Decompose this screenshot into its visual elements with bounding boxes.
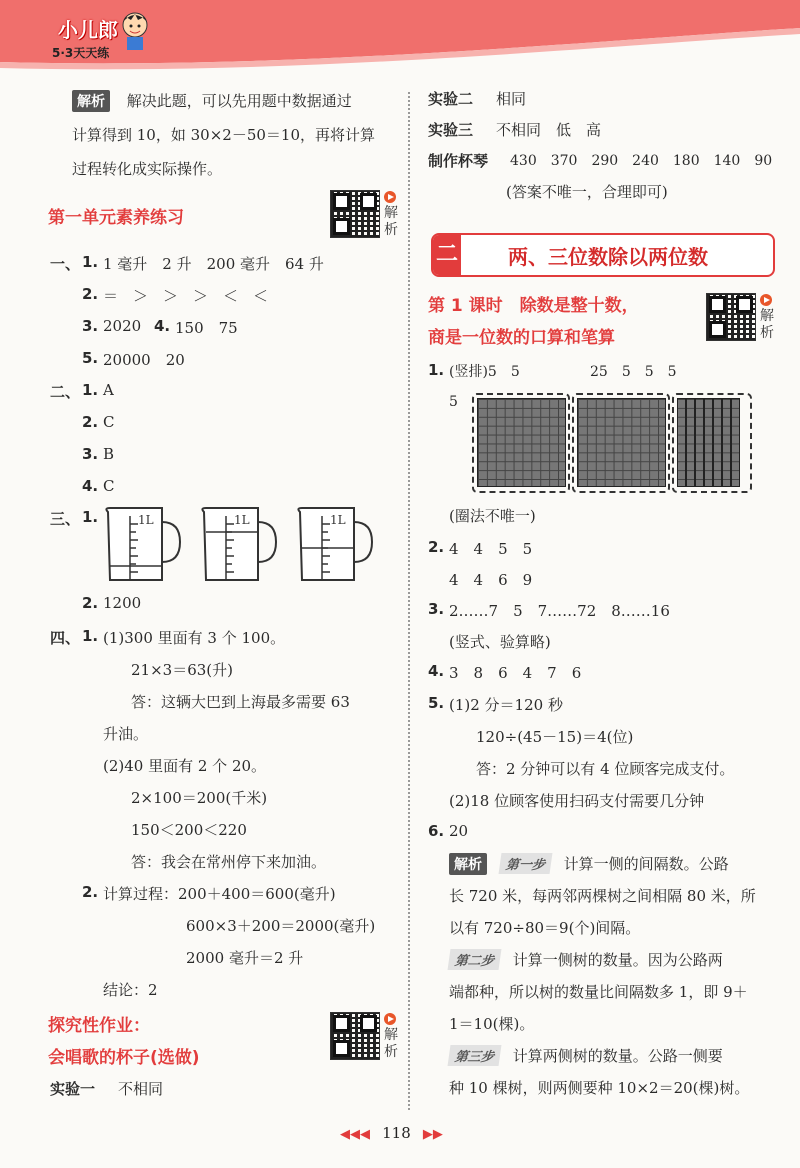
answer: 1 毫升 2 升 200 毫升 64 升 <box>103 255 324 273</box>
section-3-label: 三、 <box>50 510 81 528</box>
analysis-line: 种 10 棵树，则两侧要种 10×2＝20(棵)树。 <box>449 1079 750 1097</box>
section-2-label: 二、 <box>50 383 81 401</box>
q-number: 5. <box>428 694 445 712</box>
exp3-value: 不相同 低 高 <box>496 121 602 139</box>
analysis-block-right: 解析 第一步 计算一侧的间隔数。公路 <box>449 853 729 875</box>
answer: C <box>103 413 115 431</box>
analysis-block-left: 解析 解决此题，可以先用题中数据通过 <box>72 90 352 112</box>
answer-line: 答：这辆大巴到上海最多需要 63 <box>131 693 350 711</box>
answer-line: 5 <box>449 394 458 410</box>
answer-line: 150＜200＜220 <box>131 821 247 839</box>
q-number: 1. <box>82 627 99 645</box>
analysis-line-step3: 第三步 计算两侧树的数量。公路一侧要 <box>449 1045 723 1066</box>
logo-text: 小儿郎 <box>58 18 118 42</box>
q-number: 4. <box>154 317 171 335</box>
q-number: 4. <box>82 477 99 495</box>
section-4-label: 四、 <box>50 629 81 647</box>
circled-group <box>572 393 670 493</box>
ten-strip <box>677 398 686 487</box>
q-number: 1. <box>428 361 445 379</box>
step-tag: 第三步 <box>448 1045 502 1066</box>
answer-line: (1)2 分＝120 秒 <box>449 696 563 714</box>
cup-label: 1L <box>138 513 154 527</box>
answer-line: 结论：2 <box>103 981 158 999</box>
answer: ＝ ＞ ＞ ＞ ＜ ＜ <box>103 287 269 305</box>
measuring-cup-2 <box>196 502 278 584</box>
q-number: 4. <box>428 662 445 680</box>
step-tag: 第二步 <box>448 949 502 970</box>
answer: A <box>103 381 114 399</box>
jiexi-label: 解析 <box>384 205 398 238</box>
logo-subtext: 5·3天天练 <box>52 46 110 60</box>
answer-line: 2000 毫升＝2 升 <box>186 949 304 967</box>
step-tag: 第一步 <box>498 853 552 874</box>
mascot-icon <box>118 8 152 52</box>
answer-line: 2×100＝200(千米) <box>131 789 268 807</box>
lesson-title-2: 商是一位数的口算和笔算 <box>428 328 615 348</box>
answer-line: 3 8 6 4 7 6 <box>449 664 582 682</box>
prev-arrows-icon[interactable]: ◀◀◀ <box>340 1127 370 1142</box>
exp3-label: 实验三 <box>428 121 474 139</box>
measuring-cup-1 <box>100 502 182 584</box>
analysis-tag: 解析 <box>72 90 110 112</box>
play-icon <box>384 191 396 203</box>
hundred-square <box>477 398 566 487</box>
analysis-line: 端都种，所以树的数量比间隔数多 1，即 9＋ <box>449 983 748 1001</box>
play-icon <box>760 294 772 306</box>
ten-strip <box>731 398 740 487</box>
jiexi-label: 解析 <box>384 1027 398 1060</box>
hundred-square <box>577 398 666 487</box>
q-number: 2. <box>82 413 99 431</box>
ten-strip <box>722 398 731 487</box>
exp1-value: 不相同 <box>118 1080 164 1098</box>
analysis-line: 1＝10(棵)。 <box>449 1015 535 1033</box>
q-number: 2. <box>82 594 99 612</box>
answer: 150 75 <box>175 319 238 337</box>
q-number: 1. <box>82 253 99 271</box>
answer-line: 21×3＝63(升) <box>131 661 233 679</box>
section-1-label: 一、 <box>50 255 81 273</box>
cup-piano-label: 制作杯琴 <box>428 152 489 170</box>
jiexi-label: 解析 <box>760 308 774 341</box>
ten-strip <box>704 398 713 487</box>
lesson-title-1: 第 1 课时 除数是整十数， <box>428 296 639 316</box>
q-number: 3. <box>82 317 99 335</box>
analysis-line-3: 过程转化成实际操作。 <box>72 160 223 178</box>
next-arrows-icon[interactable]: ▶▶ <box>422 1127 443 1142</box>
answer: 2020 <box>103 317 142 335</box>
circled-group <box>472 393 570 493</box>
qr-code-icon[interactable] <box>330 190 380 238</box>
answer-line: (竖排)5 5 <box>449 364 520 380</box>
answer: 1200 <box>103 594 142 612</box>
answer: C <box>103 477 115 495</box>
column-divider <box>408 92 410 1110</box>
unit2-number: 二 <box>433 235 461 275</box>
q-number: 3. <box>82 445 99 463</box>
cup-piano-values: 430 370 290 240 180 140 90 <box>510 153 773 169</box>
analysis-tag: 解析 <box>449 853 487 875</box>
answer-line: 答：我会在常州停下来加油。 <box>131 853 327 871</box>
answer-note: (圈法不唯一) <box>449 507 536 525</box>
ten-strip <box>695 398 704 487</box>
analysis-line-step2: 第二步 计算一侧树的数量。因为公路两 <box>449 949 723 970</box>
analysis-line-2: 计算得到 10，如 30×2－50＝10，再将计算 <box>72 126 375 144</box>
unit2-title: 两、三位数除以两位数 <box>508 245 708 269</box>
page-footer <box>340 1124 443 1142</box>
page-number: 118 <box>382 1124 411 1142</box>
answer-note: (答案不唯一，合理即可) <box>506 183 668 201</box>
exp2-label: 实验二 <box>428 90 474 108</box>
circled-group <box>672 393 752 493</box>
play-icon <box>384 1013 396 1025</box>
q-number: 2. <box>428 538 445 556</box>
answer-line: 20 <box>449 822 469 840</box>
analysis-line: 长 720 米，每两邻两棵树之间相隔 80 米，所 <box>449 887 756 905</box>
explore-title-1: 探究性作业： <box>48 1016 150 1036</box>
ten-strip <box>686 398 695 487</box>
q-number: 2. <box>82 883 99 901</box>
ten-strip <box>713 398 722 487</box>
answer-line: 600×3＋200＝2000(毫升) <box>186 917 376 935</box>
measuring-cup-3 <box>292 502 374 584</box>
answer-line: 4 4 6 9 <box>449 571 533 589</box>
cup-label: 1L <box>234 513 250 527</box>
answer-line: 答：2 分钟可以有 4 位顾客完成支付。 <box>476 760 735 778</box>
qr-code-icon[interactable] <box>330 1012 380 1060</box>
q-number: 1. <box>82 508 99 526</box>
answer-line: (2)40 里面有 2 个 20。 <box>103 757 267 775</box>
answer: B <box>103 445 115 463</box>
exp2-value: 相同 <box>496 90 527 108</box>
exp1-label: 实验一 <box>50 1080 96 1098</box>
q-number: 3. <box>428 600 445 618</box>
answer-line: 4 4 5 5 <box>449 540 533 558</box>
q-number: 6. <box>428 822 445 840</box>
page-header <box>0 0 800 70</box>
answer-line: (2)18 位顾客使用扫码支付需要几分钟 <box>449 792 705 810</box>
answer: 20000 20 <box>103 351 185 369</box>
q-number: 5. <box>82 349 99 367</box>
q-number: 2. <box>82 285 99 303</box>
unit2-banner <box>431 233 775 277</box>
answer-note: (竖式、验算略) <box>449 633 551 651</box>
answer-line: 120÷(45－15)＝4(位) <box>476 728 634 746</box>
answer-line: 25 5 5 5 <box>590 364 677 380</box>
answer-line: 计算过程：200＋400＝600(毫升) <box>103 885 336 903</box>
q-number: 1. <box>82 381 99 399</box>
unit1-title: 第一单元素养练习 <box>48 208 184 228</box>
answer-line: 升油。 <box>103 725 149 743</box>
explore-title-2: 会唱歌的杯子(选做) <box>48 1048 200 1068</box>
qr-code-icon[interactable] <box>706 293 756 341</box>
answer-line: 2……7 5 7……72 8……16 <box>449 602 670 620</box>
answer-line: (1)300 里面有 3 个 100。 <box>103 629 286 647</box>
cup-label: 1L <box>330 513 346 527</box>
analysis-line: 以有 720÷80＝9(个)间隔。 <box>449 919 641 937</box>
